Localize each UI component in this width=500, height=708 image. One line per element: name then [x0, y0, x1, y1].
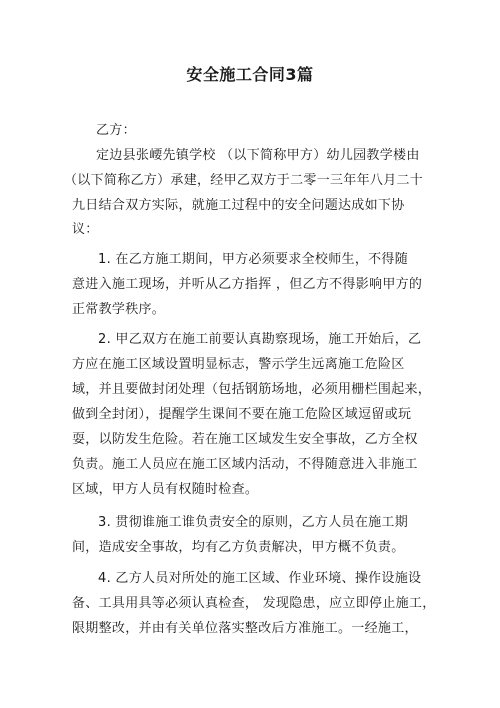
body-line: 4. 乙方人员对所处的施工区域、作业环境、操作设施设: [98, 571, 422, 586]
body-line: 方应在施工区域设置明显标志，警示学生远离施工危险区: [72, 357, 405, 372]
body-line: 域，并且要做封闭处理（包括钢筋场地，必须用栅栏围起来，: [72, 382, 432, 397]
body-line: 1. 在乙方施工期间，甲方必须要求全校师生，不得随: [98, 252, 409, 267]
body-line: 耍，以防发生危险。若在施工区域发生安全事故，乙方全权: [72, 432, 418, 447]
body-line: 间，造成安全事故，均有乙方负责解决，甲方概不负责。: [72, 540, 405, 555]
body-line: 区域，甲方人员有权随时检查。: [72, 482, 259, 497]
body-line: 3. 贯彻谁施工谁负责安全的原则，乙方人员在施工期: [98, 515, 409, 530]
body-line: 议：: [72, 222, 99, 237]
body-line: 备、工具用具等必须认真检查， 发现隐患，应立即停止施工，: [72, 596, 436, 611]
body-line: 2. 甲乙双方在施工前要认真勘察现场，施工开始后，乙: [98, 332, 422, 347]
body-line: 限期整改，并由有关单位落实整改后方准施工。一经施工，: [72, 621, 418, 636]
body-line: 九日结合双方实际，就施工过程中的安全问题达成如下协: [72, 198, 405, 213]
body-line: 定边县张崾先镇学校 （以下简称甲方）幼儿园教学楼由: [96, 148, 420, 163]
body-line: （以下简称乙方）承建，经甲乙双方于二零一三年年八月二十: [64, 173, 424, 188]
body-line: 意进入施工现场，并听从乙方指挥 ，但乙方不得影响甲方的: [72, 277, 423, 292]
document-title: 安全施工合同3篇: [186, 65, 314, 84]
body-line: 乙方：: [96, 123, 136, 138]
body-line: 做到全封闭），提醒学生课间不要在施工危险区域逗留或玩: [72, 407, 412, 422]
body-line: 负责。施工人员应在施工区域内活动，不得随意进入非施工: [72, 457, 418, 472]
body-line: 正常教学秩序。: [72, 302, 166, 317]
